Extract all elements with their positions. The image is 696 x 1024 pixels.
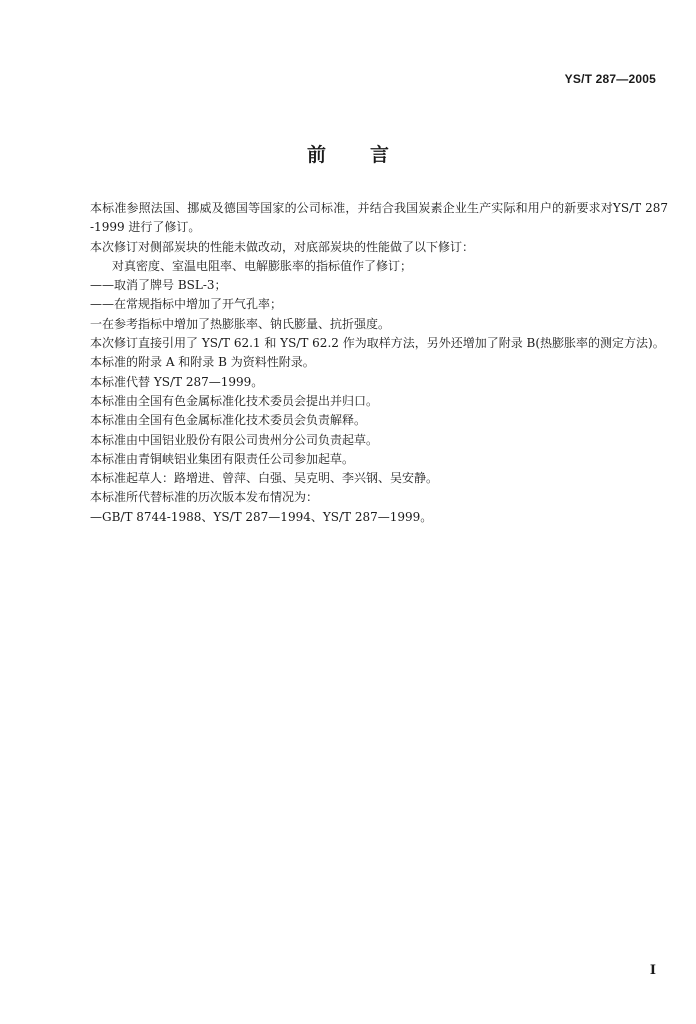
paragraph: 本标准由中国铝业股份有限公司贵州分公司负责起草。 [90,432,379,447]
paragraph: 本标准由全国有色金属标准化技术委员会负责解释。 [90,413,367,428]
paragraph: 本标准代替 YS/T 287—1999。 [90,374,264,389]
paragraph: 本标准由青铜峡铝业集团有限责任公司参加起草。 [90,451,355,466]
paragraph: 本次修订对侧部炭块的性能未做改动，对底部炭块的性能做了以下修订： [90,239,475,254]
document-body [68,199,668,527]
list-item: ——取消了牌号 BSL-3； [90,278,227,293]
page-title: 前言 [306,144,433,166]
paragraph: 本标准起草人：路增进、曾萍、白强、吴克明、李兴钢、吴安静。 [90,471,439,486]
page-number: I [649,963,656,978]
paragraph: 本标准参照法国、挪威及德国等国家的公司标准，并结合我国炭素企业生产实际和用户的新要求对YS/T 287 -1999 进行了修订。 [90,201,668,235]
paragraph: 本标准由全国有色金属标准化技术委员会提出并归口。 [90,393,379,408]
list-item: 一在参考指标中增加了热膨胀率、钠氏膨量、抗折强度。 [90,316,391,331]
list-item: —GB/T 8744-1988、YS/T 287—1994、YS/T 287—1999。 [90,509,433,524]
standard-code: YS/T 287—2005 [564,72,656,86]
paragraph: 本次修订直接引用了 YS/T 62.1 和 YS/T 62.2 作为取样方法，另外还增加了附录 B(热膨胀率的测定方法)。 [90,336,665,351]
list-item: 对真密度、室温电阻率、电解膨胀率的指标值作了修订； [112,258,413,273]
paragraph: 本标准的附录 A 和附录 B 为资料性附录。 [90,355,315,370]
list-item: ——在常规指标中增加了开气孔率； [90,297,283,312]
paragraph: 本标准所代替标准的历次版本发布情况为： [90,490,319,505]
